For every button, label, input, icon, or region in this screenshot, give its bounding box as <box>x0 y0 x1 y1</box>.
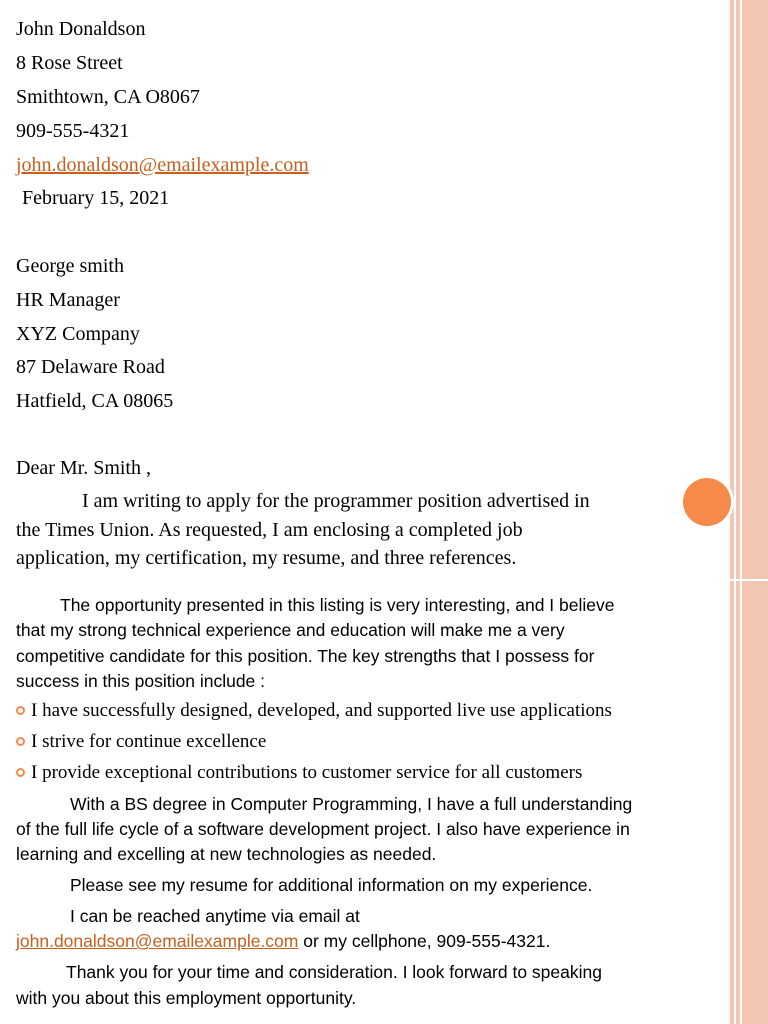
sender-phone: 909-555-4321 <box>16 120 130 142</box>
stripe-line <box>734 0 736 1024</box>
paragraph6-line: Thank you for your time and consideration. I look forward to speaking <box>66 962 602 982</box>
paragraph1-line: the Times Union. As requested, I am enclosing a completed job <box>16 519 523 541</box>
strength-text: I provide exceptional contributions to customer service for all customers <box>31 762 583 783</box>
recipient-company: XYZ Company <box>16 323 140 345</box>
paragraph6-line: with you about this employment opportunity. <box>16 988 357 1008</box>
paragraph3-line: of the full life cycle of a software development project. I also have experience in <box>16 819 630 839</box>
recipient-city: Hatfield, CA 08065 <box>16 390 174 412</box>
letter-date: February 15, 2021 <box>22 187 170 209</box>
strength-list-item <box>16 700 612 722</box>
salutation: Dear Mr. Smith , <box>16 457 151 479</box>
bullet-circle-icon <box>16 706 25 715</box>
sender-street: 8 Rose Street <box>16 52 123 74</box>
stripe-divider <box>730 579 768 581</box>
strength-text: I have successfully designed, developed, and supported live use applications <box>31 700 612 721</box>
bullet-circle-icon <box>16 768 25 777</box>
paragraph1-line: I am writing to apply for the programmer position advertised in <box>82 490 590 512</box>
paragraph5-line: I can be reached anytime via email at <box>70 906 360 926</box>
sender-name: John Donaldson <box>16 18 146 40</box>
bullet-circle-icon <box>16 737 25 746</box>
recipient-name: George smith <box>16 255 124 277</box>
strength-list-item <box>16 762 582 784</box>
paragraph2-line: that my strong technical experience and education will make me a very <box>16 620 565 640</box>
strength-list-item <box>16 731 266 753</box>
sender-city: Smithtown, CA O8067 <box>16 86 200 108</box>
contact-phone-text: or my cellphone, 909-555-4321. <box>298 931 551 951</box>
contact-email-link[interactable]: john.donaldson@emailexample.com <box>16 931 299 951</box>
paragraph2-line: competitive candidate for this position. The key strengths that I possess for <box>16 646 595 666</box>
strength-text: I strive for continue excellence <box>31 731 267 752</box>
paragraph4: Please see my resume for additional information on my experience. <box>70 875 593 895</box>
recipient-street: 87 Delaware Road <box>16 356 165 378</box>
paragraph3-line: learning and excelling at new technologies as needed. <box>16 844 437 864</box>
paragraph1-line: application, my certification, my resume, and three references. <box>16 547 517 569</box>
recipient-title: HR Manager <box>16 289 120 311</box>
paragraph3-line: With a BS degree in Computer Programming, I have a full understanding <box>70 794 633 814</box>
paragraph2-line: The opportunity presented in this listing is very interesting, and I believe <box>60 595 615 615</box>
paragraph2-line: success in this position include : <box>16 671 266 691</box>
stripe-line <box>740 0 742 1024</box>
paragraph5-contact-line <box>16 930 550 952</box>
decorative-side-stripes <box>730 0 768 1024</box>
sender-email-link[interactable]: john.donaldson@emailexample.com <box>16 154 309 176</box>
decorative-circle <box>683 478 731 526</box>
